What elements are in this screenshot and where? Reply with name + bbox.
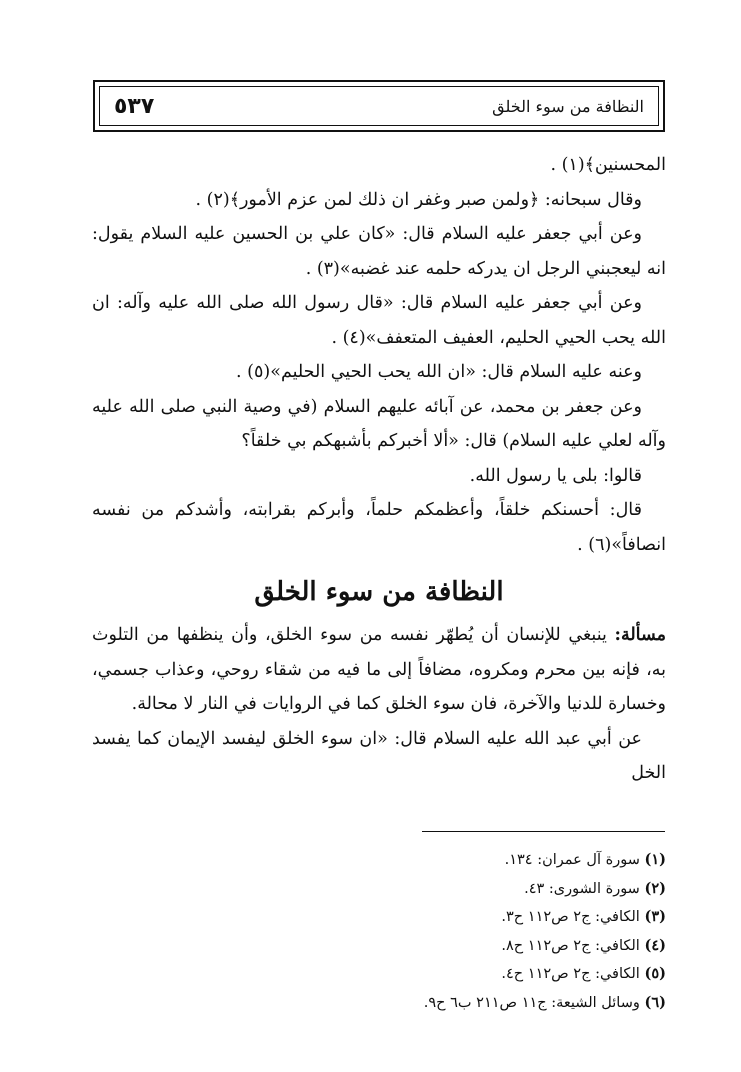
- paragraph: المحسنين﴾(١) .: [550, 155, 666, 175]
- section-title: النظافة من سوء الخلق: [254, 577, 504, 607]
- footnote: [300, 903, 666, 932]
- footnote-text: سورة الشورى: ٤٣.: [524, 880, 640, 897]
- footnotes: [300, 846, 666, 1018]
- footnote-number: (٥): [644, 965, 666, 983]
- footnote-number: (٦): [644, 993, 666, 1011]
- footnote-separator: [422, 831, 665, 832]
- footnote-text: الكافي: ج٢ ص١١٢ ح٨.: [501, 937, 640, 954]
- running-head: النظافة من سوء الخلق: [492, 96, 644, 116]
- paragraph: عن أبي عبد الله عليه السلام قال: «ان سوء الخلق ليفسد الإيمان كما يفسد الخل: [92, 728, 666, 783]
- main-text: [92, 148, 666, 791]
- footnote: [300, 989, 666, 1018]
- footnote: [300, 960, 666, 989]
- footnote-text: سورة آل عمران: ١٣٤.: [504, 852, 640, 868]
- footnote: [300, 932, 666, 961]
- footnote: [300, 846, 666, 875]
- footnote-number: (١): [644, 851, 666, 868]
- paragraph: وعن جعفر بن محمد، عن آبائه عليهم السلام (في وصية النبي صلى الله عليه وآله لعلي عليه السلام) قال: «ألا أخبركم بأشبهكم بي خلقاً؟: [92, 396, 666, 451]
- footnote-number: (٢): [644, 879, 666, 897]
- paragraph: قالوا: بلى يا رسول الله.: [469, 465, 642, 486]
- paragraph: وعنه عليه السلام قال: «ان الله يحب الحيي الحليم»(٥) .: [236, 362, 642, 382]
- paragraph-text: ينبغي للإنسان أن يُطهّر نفسه من سوء الخلق، وأن ينظفها من التلوث به، فإنه بين محرم ومكروه، مضافاً إلى ما فيه من شقاء روحي، وعذاب جسمي، وخسارة للدنيا والآخرة، فان سوء الخلق كما في الروايات في النار لا محالة.: [92, 625, 666, 714]
- paragraph: وقال سبحانه: ﴿ولمن صبر وغفر ان ذلك لمن عزم الأمور﴾(٢) .: [195, 189, 642, 210]
- page-header: [99, 86, 659, 126]
- paragraph: وعن أبي جعفر عليه السلام قال: «قال رسول الله صلى الله عليه وآله: ان الله يحب الحيي الحليم، العفيف المتعفف»(٤) .: [92, 293, 666, 348]
- paragraph: وعن أبي جعفر عليه السلام قال: «كان علي بن الحسين عليه السلام يقول: انه ليعجبني الرجل ان يدركه حلمه عند غضبه»(٣) .: [92, 224, 666, 279]
- page-number: ٥٣٧: [114, 93, 155, 119]
- footnote-text: الكافي: ج٢ ص١١٢ ح٣.: [501, 909, 640, 926]
- footnote: [300, 875, 666, 904]
- paragraph: [92, 618, 666, 722]
- paragraph-lead: مسألة:: [614, 625, 666, 645]
- footnote-text: الكافي: ج٢ ص١١٢ ح٤.: [501, 966, 640, 983]
- footnote-text: وسائل الشيعة: ج١١ ص٢١١ ب٦ ح٩.: [423, 994, 640, 1011]
- paragraph: قال: أحسنكم خلقاً، وأعظمكم حلماً، وأبركم بقرابته، وأشدكم من نفسه انصافاً»(٦) .: [92, 500, 666, 555]
- footnote-number: (٣): [644, 908, 666, 926]
- page-header-frame: [93, 80, 665, 132]
- footnote-number: (٤): [644, 936, 666, 954]
